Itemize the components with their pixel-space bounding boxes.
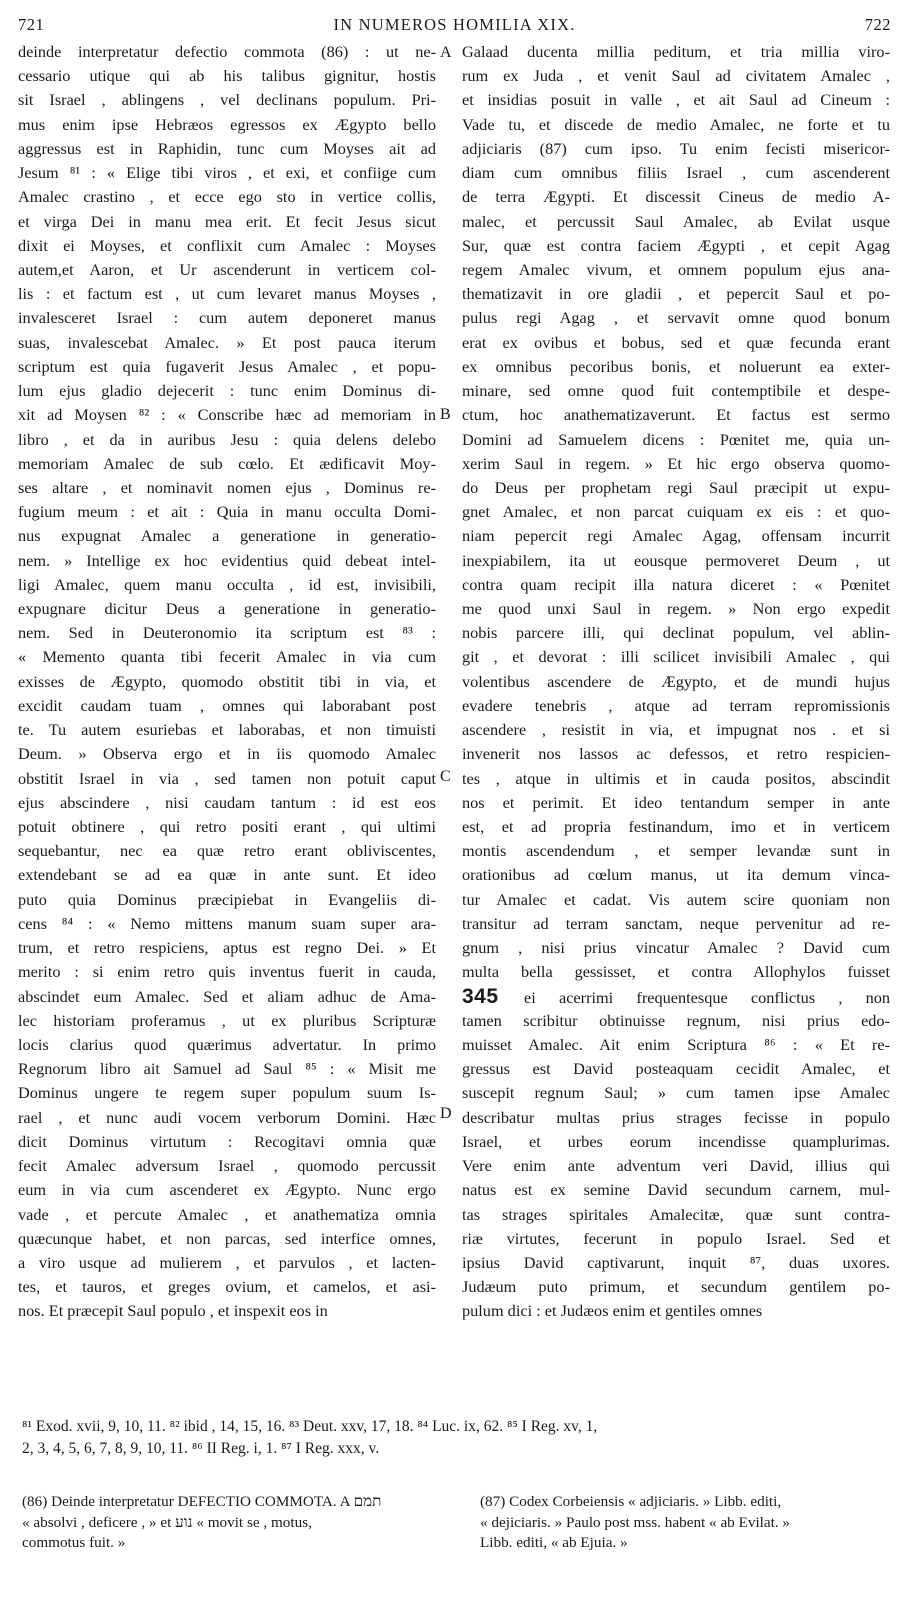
text-line: diam cum omnibus filiis Israel , cum ascenderent bbox=[462, 163, 890, 183]
text-line: a viro usque ad mulierem , et parvulos , et lacten- bbox=[18, 1252, 436, 1272]
text-line: deinde interpretatur defectio commota (86) : ut ne- bbox=[18, 42, 436, 61]
text-line: ascendere , resistit in via, et impugnat nos . et si bbox=[462, 720, 890, 740]
text-line: Domini ad Samuelem dicens : Pœnitet me, quia un- bbox=[462, 429, 890, 449]
text-line: invenerit nos lassos ac defessos, et retro respicien- bbox=[462, 744, 890, 764]
page-header bbox=[18, 10, 891, 40]
text-line: me quod unxi Saul in regem. » Non ergo expedit bbox=[462, 599, 890, 619]
section-marker-a: A bbox=[440, 44, 452, 61]
note-line: « absolvi , deficere , » et נוע « movit se , motus, bbox=[22, 1513, 312, 1531]
running-title: IN NUMEROS HOMILIA XIX. bbox=[333, 15, 576, 34]
text-line: Israel, et urbes eorum incendisse quamplurimas. bbox=[462, 1131, 890, 1151]
text-line: Vade tu, et discede de medio Amalec, ne forte et tu bbox=[462, 114, 890, 134]
note-line: (86) Deinde interpretatur DEFECTIO COMMOTA. A תמם bbox=[22, 1493, 382, 1510]
text-line: nobis parcere illi, qui declinat populum, vel ablin- bbox=[462, 623, 890, 643]
text-line: xit ad Moysen ⁸² : « Conscribe hæc ad memoriam in bbox=[18, 405, 436, 425]
text-line: xerim Saul in regem. » Et hic ergo observa quomo- bbox=[462, 453, 890, 473]
text-line: volentibus ascendere de Ægypto, et de mundi hujus bbox=[462, 671, 890, 691]
text-line: pulum dici : et Judæos enim et gentiles omnes bbox=[462, 1301, 763, 1321]
text-line: memoriam Amalec de sub cœlo. Et ædificavit Moy- bbox=[18, 453, 436, 473]
text-line: invalesceret Israel : cum autem deponeret manus bbox=[18, 308, 436, 328]
text-line: transitur ad terram sanctam, neque pervenitur ad re- bbox=[462, 913, 890, 933]
text-line: muisset Amalec. Ait enim Scriptura ⁸⁶ : « Et re- bbox=[462, 1034, 890, 1054]
text-line: multa bella gessisset, et contra Allophylos fuisset bbox=[462, 962, 890, 982]
text-line: quæcunque habet, et non parcas, sed interfice omnes, bbox=[18, 1228, 436, 1248]
text-line: Dominus ungere te regem super populum suum Is- bbox=[18, 1083, 436, 1103]
text-line: fugium meum : et ait : Quia in manu occulta Domi- bbox=[18, 502, 436, 522]
text-line: suas, invalescebat Amalec. » Et post pauca iterum bbox=[18, 332, 436, 352]
text-line: Vere enim ante adventum veri David, illius qui bbox=[462, 1156, 890, 1176]
reference-line: ⁸¹ Exod. xvii, 9, 10, 11. ⁸² ibid , 14, 15, 16. ⁸³ Deut. xxv, 17, 18. ⁸⁴ Luc. ix, 62. ⁸⁵ I Reg. xv, 1, bbox=[22, 1418, 598, 1435]
note-line: « dejiciaris. » Paulo post mss. habent « ab Evilat. » bbox=[480, 1513, 791, 1531]
text-line: ipsius David captivarunt, inquit ⁸⁷, duas uxores. bbox=[462, 1252, 890, 1272]
text-line: locis clarius quod quærimus advertatur. In primo bbox=[18, 1034, 436, 1054]
footnotes-left bbox=[22, 1492, 442, 1554]
text-line: malec, et percussit Saul Amalec, ab Evilat usque bbox=[462, 211, 890, 231]
text-line: thematizavit in ore gladii , et pepercit Saul et po- bbox=[462, 284, 890, 304]
note-line: (87) Codex Corbeiensis « adjiciaris. » Libb. editi, bbox=[480, 1493, 782, 1510]
text-line: lum ejus gladio dejecerit : tunc enim Dominus di- bbox=[18, 381, 436, 401]
text-line: et insidias posuit in valle , et ait Saul ad Cineum : bbox=[462, 90, 890, 110]
text-line: libro , et da in auribus Jesu : quia delens delebo bbox=[18, 429, 436, 449]
text-line: rum ex Juda , et venit Saul ad civitatem Amalec , bbox=[462, 66, 890, 86]
text-line: tamen scribitur obtinuisse regnum, nisi prius edo- bbox=[462, 1010, 890, 1030]
text-line: vade , et percute Amalec , et anathematiza omnia bbox=[18, 1204, 436, 1224]
text-line: natus est ex semine David secundum carnem, mul- bbox=[462, 1180, 890, 1200]
text-line: cessario utique qui ab his talibus gignitur, hostis bbox=[18, 66, 436, 86]
text-line: ejus abscindere , nisi caudam tantum : id est eos bbox=[18, 792, 436, 812]
text-line: cens ⁸⁴ : « Nemo mittens manum suam super ara- bbox=[18, 913, 436, 933]
text-line: de terra Ægypti. Et discessit Cineus de medio A- bbox=[462, 187, 890, 207]
text-line: Judæum puto primum, et secundum gentilem po- bbox=[462, 1277, 890, 1297]
text-line: nus expugnat Amalec a generatione in generatio- bbox=[18, 526, 436, 546]
text-line: montis ascendendum , et semper levandæ sunt in bbox=[462, 841, 890, 861]
page-number-left: 721 bbox=[18, 15, 45, 34]
text-line: riæ virtutes, fecerunt in populo Israel. Sed et bbox=[462, 1228, 890, 1248]
text-line: obstitit Israel in via , sed tamen non potuit caput bbox=[18, 768, 436, 788]
note-line: Libb. editi, « ab Ejuia. » bbox=[480, 1534, 628, 1551]
text-line: describatur multas prius strages fecisse in populo bbox=[462, 1107, 890, 1127]
text-line: expugnare dicitur Deus a generatione in generatio- bbox=[18, 599, 436, 619]
text-line: abscindet eum Amalec. Sed et aliam adhuc de Ama- bbox=[18, 986, 436, 1006]
text-line: Deum. » Observa ergo et in iis quomodo Amalec bbox=[18, 744, 436, 764]
text-line: gnum , nisi prius vincatur Amalec ? David cum bbox=[462, 938, 890, 958]
text-line: lis : et factum est , ut cum levaret manus Moyses , bbox=[18, 284, 436, 304]
reference-line: 2, 3, 4, 5, 6, 7, 8, 9, 10, 11. ⁸⁶ II Reg. i, 1. ⁸⁷ I Reg. xxx, v. bbox=[22, 1440, 380, 1457]
text-line: contra quam recipit illa natura diceret : « Pœnitet bbox=[462, 574, 890, 594]
text-line: et virga Dei in manu mea erit. Et fecit Jesus sicut bbox=[18, 211, 436, 231]
text-line: ctum, hoc anathematizaverunt. Et factus est sermo bbox=[462, 405, 890, 425]
text-line: extendebant se ad ea quæ in ante sunt. Et ideo bbox=[18, 865, 436, 885]
text-line: niam pepercit regi Amalec Agag, offensam incurrit bbox=[462, 526, 890, 546]
text-line: ex omnibus pecoribus bonis, et noluerunt ea exter- bbox=[462, 356, 890, 376]
text-line: excidit caudam tuam , omnes qui laborabant post bbox=[18, 695, 436, 715]
text-line: lec historiam proferamus , ut ex pluribus Scripturæ bbox=[18, 1010, 436, 1030]
text-line: Jesum ⁸¹ : « Elige tibi viros , et exi, et confiige cum bbox=[18, 163, 436, 183]
text-line: gressus est David posteaquam cecidit Amalec, et bbox=[462, 1059, 890, 1079]
text-line: ligi Amalec, quem manu occulta , id est, invisibili, bbox=[18, 574, 436, 594]
right-column bbox=[462, 40, 890, 1324]
text-line: autem,et Aaron, et Ur ascenderunt in verticem col- bbox=[18, 259, 436, 279]
text-line: merito : si enim retro quis inventus fuerit in cauda, bbox=[18, 962, 436, 982]
text-line: Regnorum libro ait Samuel ad Saul ⁸⁵ : « Misit me bbox=[18, 1059, 436, 1079]
text-line: rael , et nunc audi vocem verborum Domini. Hæc bbox=[18, 1107, 436, 1127]
text-line: tes , atque in ultimis et in cauda positos, abscindit bbox=[462, 768, 890, 788]
text-line: « Memento quanta tibi fecerit Amalec in via cum bbox=[18, 647, 436, 667]
text-line: est, et ad propria festinandum, imo et in verticem bbox=[462, 817, 890, 836]
text-line: Amalec crastino , et ecce ego sto in vertice collis, bbox=[18, 187, 436, 207]
column-number: 345 bbox=[462, 984, 525, 1008]
text-line: regem Amalec vivum, et omnem populum ejus ana- bbox=[462, 259, 890, 279]
text-line: puto quia Dominus præcipiebat in Evangeliis di- bbox=[18, 889, 436, 909]
text-line: do Deus per prophetam regi Saul præcipit ut expu- bbox=[462, 477, 890, 497]
text-line: Galaad ducenta millia peditum, et tria millia viro- bbox=[462, 42, 890, 61]
text-line: adjiciaris (87) cum ipso. Tu enim fecisti misericor- bbox=[462, 138, 890, 158]
text-line: ses altare , et nominavit nomen ejus , Dominus re- bbox=[18, 477, 436, 497]
text-line: te. Tu autem esuriebas et laborabas, et non timuisti bbox=[18, 720, 436, 740]
text-line: dicit Dominus virtutum : Recogitavi omnia quæ bbox=[18, 1131, 436, 1151]
text-line: trum, et retro respiciens, aptus est regno Dei. » Et bbox=[18, 938, 436, 958]
text-line: inexpiabilem, ita ut eousque permoveret Deum , ut bbox=[462, 550, 890, 570]
text-line: dixit ei Moyses, et conflixit cum Amalec : Moyses bbox=[18, 235, 436, 255]
footnotes-right bbox=[480, 1492, 890, 1554]
text-line: gnet Amalec, et non parcat cuiquam ex eis : et quo- bbox=[462, 502, 890, 522]
text-line: potuit obtinere , qui retro positi erant , qui ultimi bbox=[18, 817, 436, 836]
text-line: tur Amalec et cadat. Vis autem scire quoniam non bbox=[462, 889, 890, 909]
text-line: nos. Et præcepit Saul populo , et inspexit eos in bbox=[18, 1301, 328, 1321]
text-line: evadere tenebris , atque ad terram repromissionis bbox=[462, 695, 890, 715]
text-line bbox=[462, 985, 890, 1009]
text-line: nem. Sed in Deuteronomio ita scriptum est ⁸³ : bbox=[18, 623, 436, 643]
text-line: tes, et tauros, et greges ovium, et camelos, et asi- bbox=[18, 1277, 436, 1297]
text-line: erat ex ovibus et bobus, sed et quæ fecunda erant bbox=[462, 332, 890, 352]
text-line: sit Israel , ablingens , vel declinans populum. Pri- bbox=[18, 90, 436, 110]
page-number-right: 722 bbox=[864, 15, 891, 34]
text-line: nem. » Intellige ex hoc evidentius quid debeat intel- bbox=[18, 550, 436, 570]
text-line: suscepit regnum Saul; » cum tamen ipse Amalec bbox=[462, 1083, 890, 1103]
text-line: exisses de Ægypto, quomodo obstitit tibi in via, et bbox=[18, 671, 436, 691]
text-line: eum in via cum ascenderet ex Ægypto. Nunc ergo bbox=[18, 1180, 436, 1200]
text-line: sequebantur, nec ea quæ retro erant obliviscentes, bbox=[18, 841, 436, 861]
text-line: tas strages spiritales Amalecitæ, quæ sunt contra- bbox=[462, 1204, 890, 1224]
text-line: scriptum est quia fugaverit Jesus Amalec , et popu- bbox=[18, 356, 436, 376]
text-line: Sur, quæ est contra faciem Ægypti , et cepit Agag bbox=[462, 235, 890, 255]
scripture-references bbox=[22, 1416, 892, 1460]
section-marker-c: C bbox=[440, 768, 451, 785]
left-column bbox=[18, 40, 436, 1324]
text-line: orationibus ad cœlum manus, ut ita demum vinca- bbox=[462, 865, 890, 885]
text-line: aggressus est in Raphidin, tunc cum Moyses ait ad bbox=[18, 138, 436, 158]
text-line: mus enim ipse Hebræos egressos ex Ægypto bello bbox=[18, 114, 436, 134]
section-marker-d: D bbox=[440, 1105, 452, 1122]
text-line: pulus regi Agag , et servavit omne quod bonum bbox=[462, 308, 890, 328]
section-marker-b: B bbox=[440, 406, 451, 423]
text-line: fecit Amalec adversum Israel , quomodo percussit bbox=[18, 1156, 436, 1176]
note-line: commotus fuit. » bbox=[22, 1534, 126, 1551]
text-line: git , et devorat : illi scilicet invisibili Amalec , qui bbox=[462, 647, 890, 667]
text-line-rest: ei acerrimi frequentesque conflictus , non bbox=[524, 987, 891, 1007]
text-line: minare, sed omne quod fuit contemptibile et despe- bbox=[462, 381, 890, 401]
text-line: nos et perimit. Et ideo tentandum semper in ante bbox=[462, 792, 890, 812]
